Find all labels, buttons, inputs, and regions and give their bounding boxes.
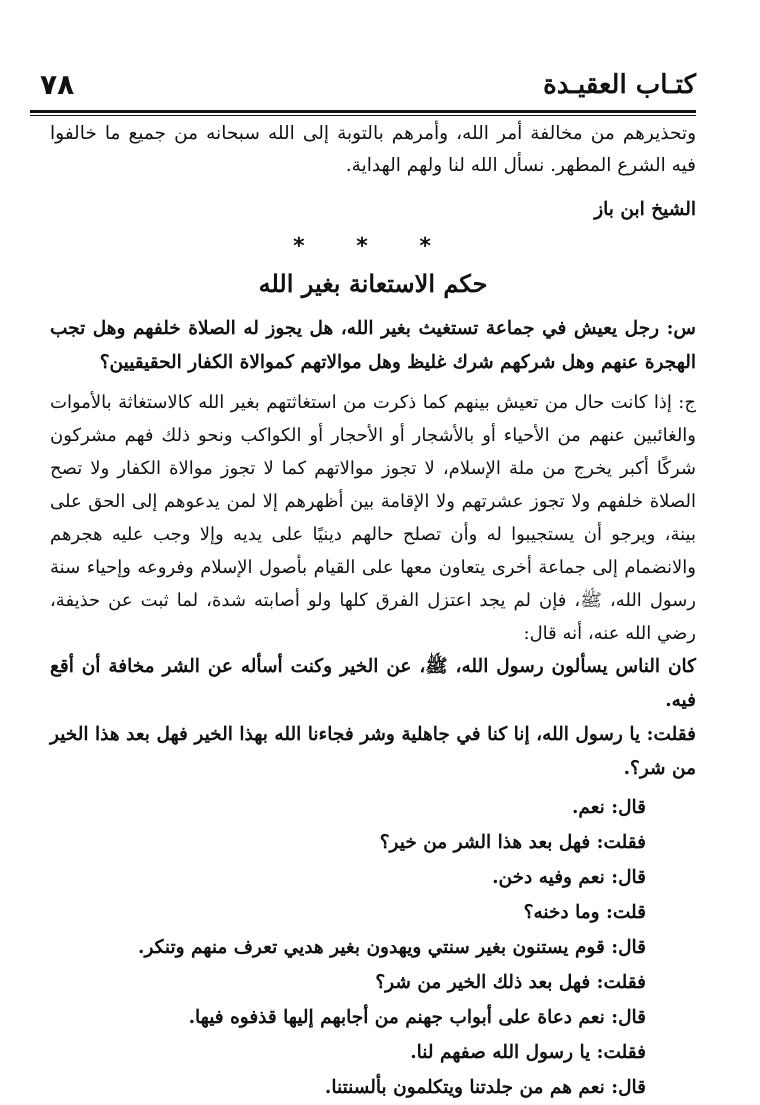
page-number: ٧٨ xyxy=(40,68,75,101)
header-rule-thin xyxy=(30,115,696,116)
section-separator: * * * xyxy=(293,234,453,259)
dialog-line: قال: نعم هم من جلدتنا ويتكلمون بألسنتنا. xyxy=(324,1077,646,1098)
dialog-line: فقلت: فهل بعد ذلك الخير من شر؟ xyxy=(375,972,646,993)
book-title: كتـاب العقيـدة xyxy=(543,70,696,100)
header-rule-thick xyxy=(30,110,696,113)
dialog-line: قلت: وما دخنه؟ xyxy=(523,902,646,923)
question-paragraph: س: رجل يعيش في جماعة تستغيث بغير الله، هل يجوز له الصلاة خلفهم وهل تجب الهجرة عنهم وهل شركهم شرك غليظ وهل موالاتهم كموالاة الكفار الحقيقيين؟ xyxy=(50,318,696,373)
dialog-line: فقلت: يا رسول الله صفهم لنا. xyxy=(410,1042,646,1063)
page-body xyxy=(50,118,696,1105)
dialog-line: قال: نعم وفيه دخن. xyxy=(492,867,646,888)
author-signature: الشيخ ابن باز xyxy=(594,199,696,220)
section-title: حكم الاستعانة بغير الله xyxy=(258,269,488,298)
dialog-line: قال: نعم دعاة على أبواب جهنم من أجابهم إليها قذفوه فيها. xyxy=(188,1007,646,1028)
hadith-line: فقلت: يا رسول الله، إنا كنا في جاهلية وشر فجاءنا الله بهذا الخير فهل بعد هذا الخير من شر؟. xyxy=(50,724,696,779)
dialog-line: فقلت: فهل بعد هذا الشر من خير؟ xyxy=(379,832,646,853)
hadith-dialog xyxy=(50,790,696,1105)
intro-paragraph: وتحذيرهم من مخالفة أمر الله، وأمرهم بالتوبة إلى الله سبحانه من جميع ما خالفوا فيه الشرع المطهر. نسأل الله لنا ولهم الهداية. xyxy=(50,123,696,176)
hadith-line: كان الناس يسألون رسول الله، ﷺ، عن الخير وكنت أسأله عن الشر مخافة أن أقع فيه. xyxy=(50,656,696,711)
answer-paragraph: ج: إذا كانت حال من تعيش بينهم كما ذكرت من استغاثتهم بغير الله كالاستغاثة بالأموات والغائبين عنهم من الأحياء أو بالأشجار أو الأحجار أو الكواكب ونحو ذلك فهم مشركون شركًا أكبر يخرج من ملة الإسلام، لا تجوز موالاتهم كما لا تجوز موالاة الكفار ولا تصح الصلاة خلفهم ولا تجوز عشرتهم ولا الإقامة بين أظهرهم إلا لمن يدعوهم إلى الحق على بينة، ويرجو أن يستجيبوا له وأن تصلح حالهم دينيًا على يديه وإلا وجب عليه هجرهم والانضمام إلى جماعة أخرى يتعاون معها على القيام بأصول الإسلام وفروعه وإحياء سنة رسول الله، ﷺ، فإن لم يجد اعتزل الفرق كلها ولو أصابته شدة، لما ثبت عن حذيفة، رضي الله عنه، أنه قال: xyxy=(50,392,696,644)
page-header xyxy=(30,68,696,108)
dialog-line: قال: نعم. xyxy=(571,797,646,818)
dialog-line: قال: قوم يستنون بغير سنتي ويهدون بغير هديي تعرف منهم وتنكر. xyxy=(138,937,646,958)
